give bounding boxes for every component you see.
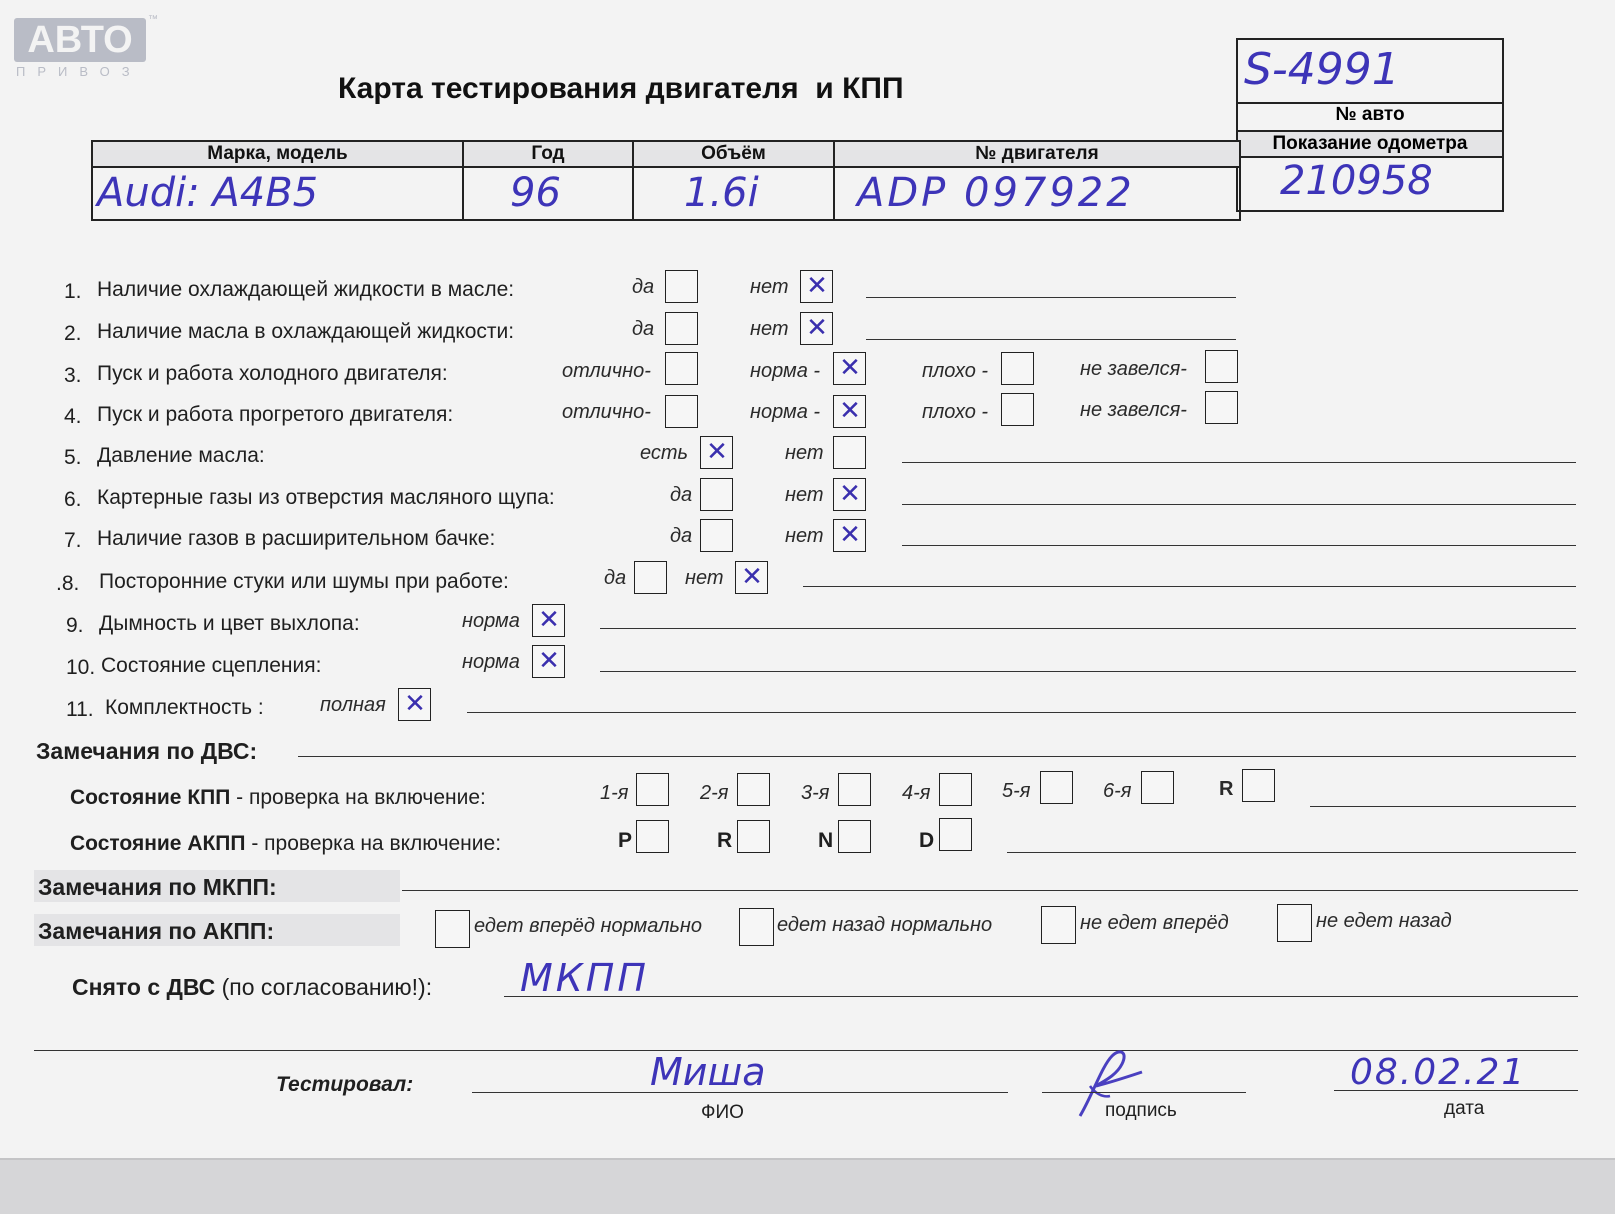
car-number-label: № авто: [1335, 104, 1405, 125]
volume-value: 1.6i: [684, 170, 759, 216]
item-number: 2.: [64, 322, 82, 345]
checkbox-akpp-r[interactable]: [737, 820, 770, 853]
removed-label-bold: Снято с ДВС: [72, 974, 216, 1000]
car-number-odometer-box: [1236, 38, 1504, 212]
option-label: нет: [785, 442, 824, 464]
checkbox-bad[interactable]: [1001, 352, 1034, 385]
item-number: 5.: [64, 446, 82, 469]
logo-sub: ПРИВОЗ: [16, 64, 142, 79]
checkbox-gear-6[interactable]: [1141, 771, 1174, 804]
check-mark: ✕: [706, 437, 728, 467]
option-label: норма: [462, 610, 520, 632]
check-mark: ✕: [806, 271, 828, 301]
tester-name: Миша: [650, 1050, 766, 1094]
gear-label: 6-я: [1103, 780, 1132, 802]
item-number: 3.: [64, 364, 82, 387]
akpp-option-label: едет вперёд нормально: [474, 915, 703, 937]
item-number: 11.: [66, 698, 94, 721]
logo: [14, 14, 158, 82]
akpp-gear-label: N: [818, 829, 834, 852]
removed-value: МКПП: [520, 956, 649, 1000]
checkbox-not-started[interactable]: [1205, 391, 1238, 424]
checkbox-normal[interactable]: [532, 604, 565, 637]
date-value: 08.02.21: [1350, 1052, 1527, 1093]
remarks-akpp-label: Замечания по АКПП:: [38, 918, 275, 944]
page-title: Карта тестирования двигателя и КПП: [338, 72, 904, 105]
option-label: есть: [640, 442, 689, 464]
kpp-label-bold: Состояние КПП: [70, 786, 231, 809]
checkbox-excellent[interactable]: [665, 352, 698, 385]
gear-label: 5-я: [1002, 780, 1031, 802]
checkbox-absent[interactable]: [833, 436, 866, 469]
checkbox-akpp-d[interactable]: [939, 818, 972, 851]
option-label: не завелся-: [1080, 399, 1187, 421]
logo-main: АВТО: [14, 18, 146, 62]
option-label: не завелся-: [1080, 358, 1187, 380]
checkbox-gear-3[interactable]: [838, 773, 871, 806]
checkbox-no[interactable]: [735, 561, 768, 594]
check-mark: ✕: [538, 646, 560, 676]
checkbox-gear-r[interactable]: [1242, 769, 1275, 802]
checkbox-yes[interactable]: [700, 478, 733, 511]
odometer-label: Показание одометра: [1238, 132, 1502, 156]
checkbox-normal[interactable]: [833, 395, 866, 428]
option-label: отлично-: [562, 360, 651, 382]
item-label: Наличие охлаждающей жидкости в масле:: [97, 278, 515, 301]
year-value: 96: [510, 170, 561, 216]
item-number: 7.: [64, 529, 82, 552]
signature-caption: подпись: [1105, 1100, 1177, 1121]
checkbox-akpp-n[interactable]: [838, 820, 871, 853]
option-label: нет: [750, 276, 789, 298]
option-label: плохо -: [922, 360, 989, 382]
item-number: 10.: [66, 656, 96, 679]
item-label: Комплектность :: [105, 696, 264, 719]
checkbox-forward-ok[interactable]: [435, 910, 470, 948]
akpp-option-label: едет назад нормально: [777, 914, 993, 936]
option-label: да: [604, 567, 627, 589]
option-label: норма -: [750, 360, 821, 382]
gear-label: 1-я: [600, 782, 629, 804]
akpp-gear-label: P: [618, 829, 633, 852]
scan-bottom-edge: [0, 1158, 1615, 1214]
akpp-gear-label: R: [717, 829, 733, 852]
item-label: Картерные газы из отверстия масляного щупа:: [97, 486, 555, 509]
option-label: да: [632, 276, 655, 298]
checkbox-reverse-ok[interactable]: [739, 908, 774, 946]
checkbox-yes[interactable]: [665, 270, 698, 303]
checkbox-yes[interactable]: [665, 312, 698, 345]
checkbox-no[interactable]: [833, 478, 866, 511]
checkbox-no[interactable]: [833, 519, 866, 552]
check-mark: ✕: [538, 605, 560, 635]
item-number: 4.: [64, 405, 82, 428]
engine-no-value: ADP 097922: [857, 170, 1135, 216]
item-label: Дымность и цвет выхлопа:: [99, 612, 360, 635]
removed-label-rest: (по согласованию!):: [215, 974, 433, 1000]
make-model-value: Audi: A4B5: [97, 170, 319, 216]
date-caption: дата: [1444, 1098, 1485, 1119]
item-label: Пуск и работа прогретого двигателя:: [97, 403, 454, 426]
checkbox-excellent[interactable]: [665, 395, 698, 428]
removed-label: [72, 974, 432, 1001]
name-caption: ФИО: [701, 1102, 744, 1123]
checkbox-not-started[interactable]: [1205, 350, 1238, 383]
item-number: 6.: [64, 488, 82, 511]
col-volume: Объём: [633, 141, 834, 167]
check-mark: ✕: [839, 479, 861, 509]
option-label: да: [670, 484, 693, 506]
option-label: нет: [750, 318, 789, 340]
checkbox-normal[interactable]: [532, 645, 565, 678]
check-mark: ✕: [839, 520, 861, 550]
col-year: Год: [463, 141, 633, 167]
item-number: 9.: [66, 614, 84, 637]
remarks-dvs-label: Замечания по ДВС:: [36, 738, 258, 764]
car-number-value: S-4991: [1244, 44, 1400, 95]
gear-label: 4-я: [902, 782, 931, 804]
check-mark: ✕: [404, 689, 426, 719]
checkbox-normal[interactable]: [833, 352, 866, 385]
option-label: нет: [685, 567, 724, 589]
item-label: Наличие масла в охлаждающей жидкости:: [97, 320, 515, 343]
checkbox-complete[interactable]: [398, 688, 431, 721]
option-label: нет: [785, 484, 824, 506]
checkbox-yes[interactable]: [700, 519, 733, 552]
option-label: отлично-: [562, 401, 651, 423]
checkbox-no[interactable]: [800, 312, 833, 345]
col-make-model: Марка, модель: [92, 141, 463, 167]
akpp-option-label: не едет назад: [1316, 910, 1452, 932]
option-label: плохо -: [922, 401, 989, 423]
checkbox-akpp-p[interactable]: [636, 820, 669, 853]
vehicle-info-table: [91, 140, 1241, 221]
tested-label: Тестировал:: [276, 1073, 414, 1096]
item-label: Пуск и работа холодного двигателя:: [97, 362, 448, 385]
check-mark: ✕: [839, 353, 861, 383]
item-label: Состояние сцепления:: [101, 654, 322, 677]
akpp-label: [70, 832, 501, 856]
akpp-label-rest: - проверка на включение:: [245, 832, 502, 855]
option-label: да: [632, 318, 655, 340]
logo-tm: ™: [148, 14, 158, 25]
checkbox-gear-4[interactable]: [939, 773, 972, 806]
checkbox-gear-5[interactable]: [1040, 771, 1073, 804]
option-label: норма -: [750, 401, 821, 423]
kpp-label: [70, 786, 486, 810]
check-mark: ✕: [741, 562, 763, 592]
item-number: 1.: [64, 280, 82, 303]
item-label: Давление масла:: [97, 444, 265, 467]
item-label: Наличие газов в расширительном бачке:: [97, 527, 496, 550]
akpp-label-bold: Состояние АКПП: [70, 832, 246, 855]
check-mark: ✕: [839, 396, 861, 426]
check-mark: ✕: [806, 313, 828, 343]
checkbox-no-reverse[interactable]: [1277, 904, 1312, 942]
checkbox-yes[interactable]: [634, 561, 667, 594]
option-label: нет: [785, 525, 824, 547]
checkbox-no[interactable]: [800, 270, 833, 303]
col-engine-no: № двигателя: [834, 141, 1240, 167]
option-label: да: [670, 525, 693, 547]
checkbox-gear-1[interactable]: [636, 773, 669, 806]
checkbox-bad[interactable]: [1001, 393, 1034, 426]
gear-label: 2-я: [700, 782, 729, 804]
checkbox-present[interactable]: [700, 436, 733, 469]
remarks-mkpp-label: Замечания по МКПП:: [38, 874, 277, 900]
gear-label: 3-я: [801, 782, 830, 804]
kpp-label-rest: - проверка на включение:: [230, 786, 486, 809]
odometer-value: 210958: [1280, 158, 1433, 204]
item-label: Посторонние стуки или шумы при работе:: [99, 570, 509, 593]
akpp-option-label: не едет вперёд: [1080, 912, 1229, 934]
option-label: полная: [320, 694, 386, 716]
akpp-gear-label: D: [919, 829, 935, 852]
checkbox-gear-2[interactable]: [737, 773, 770, 806]
item-number: .8.: [56, 572, 80, 595]
option-label: норма: [462, 651, 520, 673]
gear-label: R: [1219, 778, 1234, 800]
checkbox-no-forward[interactable]: [1041, 906, 1076, 944]
